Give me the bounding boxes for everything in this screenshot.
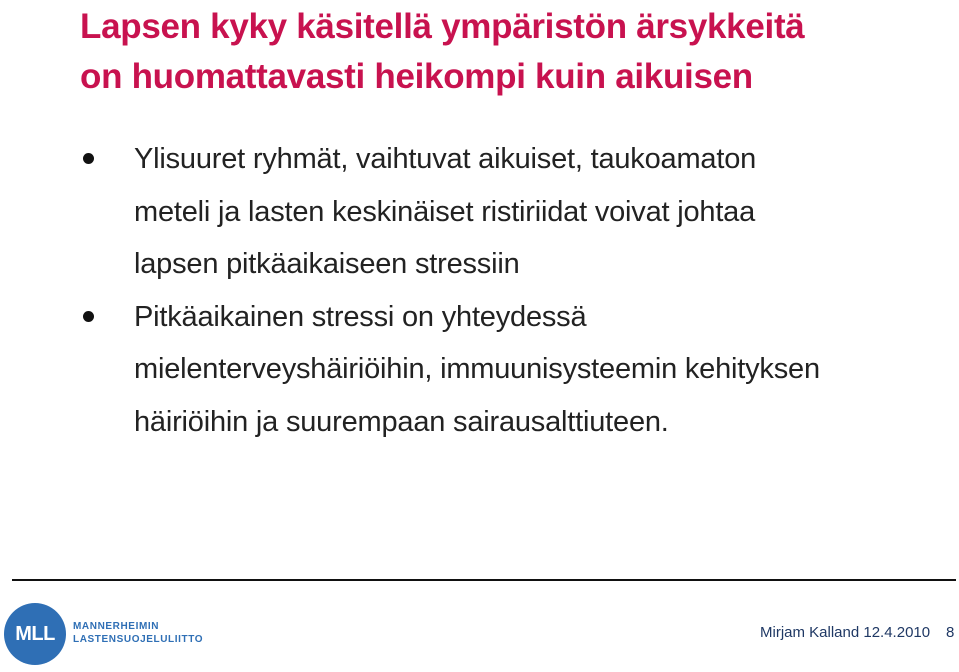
- bullet-1-line-2: meteli ja lasten keskinäiset ristiriidat voivat johtaa: [134, 195, 756, 228]
- bullet-2-line-3: häiriöihin ja suurempaan sairausalttiuteen.: [134, 405, 669, 438]
- bullet-list: [0, 133, 959, 448]
- logo-line-2: LASTENSUOJELULIITTO: [73, 634, 204, 645]
- footer-author-date: Mirjam Kalland 12.4.2010: [760, 624, 931, 641]
- bullet-1-line-1: Ylisuuret ryhmät, vaihtuvat aikuiset, taukoamaton: [134, 143, 757, 175]
- bullet-dot-icon: [83, 153, 94, 164]
- slide-title: [80, 2, 950, 102]
- mll-logo: [4, 603, 204, 665]
- title-line-1: Lapsen kyky käsitellä ympäristön ärsykkeitä: [80, 7, 805, 46]
- bullet-1-line-3: lapsen pitkäaikaiseen stressiin: [134, 248, 520, 280]
- footer-divider: [12, 579, 956, 581]
- bullet-2-line-1: Pitkäaikainen stressi on yhteydessä: [134, 300, 587, 333]
- logo-line-1: MANNERHEIMIN: [73, 621, 160, 632]
- bullet-dot-icon: [83, 311, 94, 322]
- title-line-2: on huomattavasti heikompi kuin aikuisen: [80, 57, 753, 96]
- mll-logo-icon: MLL: [4, 603, 66, 665]
- bullet-item-2: [0, 291, 954, 449]
- bullet-item-1: [0, 133, 954, 291]
- logo-wordmark: [73, 620, 203, 646]
- page-number: 8: [946, 624, 955, 641]
- bullet-2-line-2: mielenterveyshäiriöihin, immuunisysteemin kehityksen: [134, 353, 820, 385]
